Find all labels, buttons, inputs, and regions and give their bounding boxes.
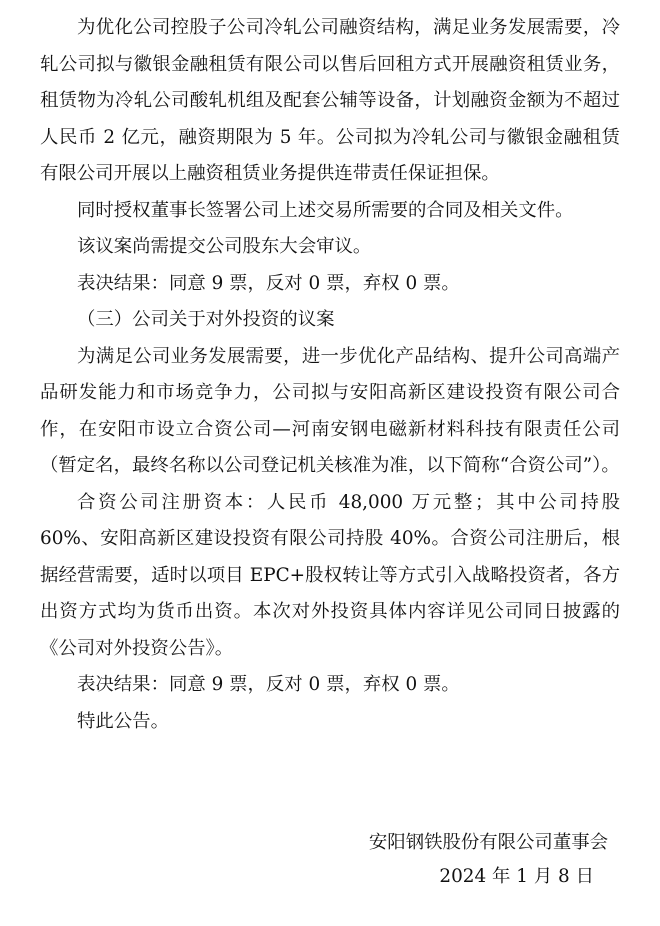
paragraph-vote-result-2: 表决结果：同意 9 票，反对 0 票，弃权 0 票。 [77,674,460,695]
signature-block [369,826,608,894]
section-heading-investment: （三）公司关于对外投资的议案 [77,309,335,330]
signature-date: 2024 年 1 月 8 日 [439,866,594,887]
signature-organization: 安阳钢铁股份有限公司董事会 [368,832,608,853]
paragraph-financing-lease: 为优化公司控股子公司冷轧公司融资结构，满足业务发展需要，冷轧公司拟与徽银金融租赁有限公司以售后回租方式开展融资租赁业务，租赁物为冷轧公司酸轧机组及配套公辅等设备，计划融资金额为不超过人民币 2 亿元，融资期限为 5 年。公司拟为冷轧公司与徽银金融租赁有限公司开展以上融资租赁业务提供连带责任保证担保。 [40,17,620,184]
paragraph-vote-result-1: 表决结果：同意 9 票，反对 0 票，弃权 0 票。 [77,272,460,294]
announcement-body [40,10,620,740]
paragraph-shareholder-review: 该议案尚需提交公司股东大会审议。 [77,236,372,257]
paragraph-closing: 特此公告。 [77,710,169,732]
paragraph-registered-capital: 合资公司注册资本：人民币 48,000 万元整；其中公司持股 60%、安阳高新区建设投资有限公司持股 40%。合资公司注册后，根据经营需要，适时以项目 EPC+股权转让等方式引入战略投资者，各方出资方式均为货币出资。本次对外投资具体内容详见公司同日披露的《公司对外投资公告》。 [40,491,620,659]
paragraph-joint-venture: 为满足公司业务发展需要，进一步优化产品结构、提升公司高端产品研发能力和市场竞争力，公司拟与安阳高新区建设投资有限公司合作，在安阳市设立合资公司—河南安钢电磁新材料科技有限责任公司 （暂定名，最终名称以公司登记机关核准为准，以下简称“合资公司”）。 [40,345,620,476]
paragraph-authorization: 同时授权董事长签署公司上述交易所需要的合同及相关文件。 [77,199,574,221]
